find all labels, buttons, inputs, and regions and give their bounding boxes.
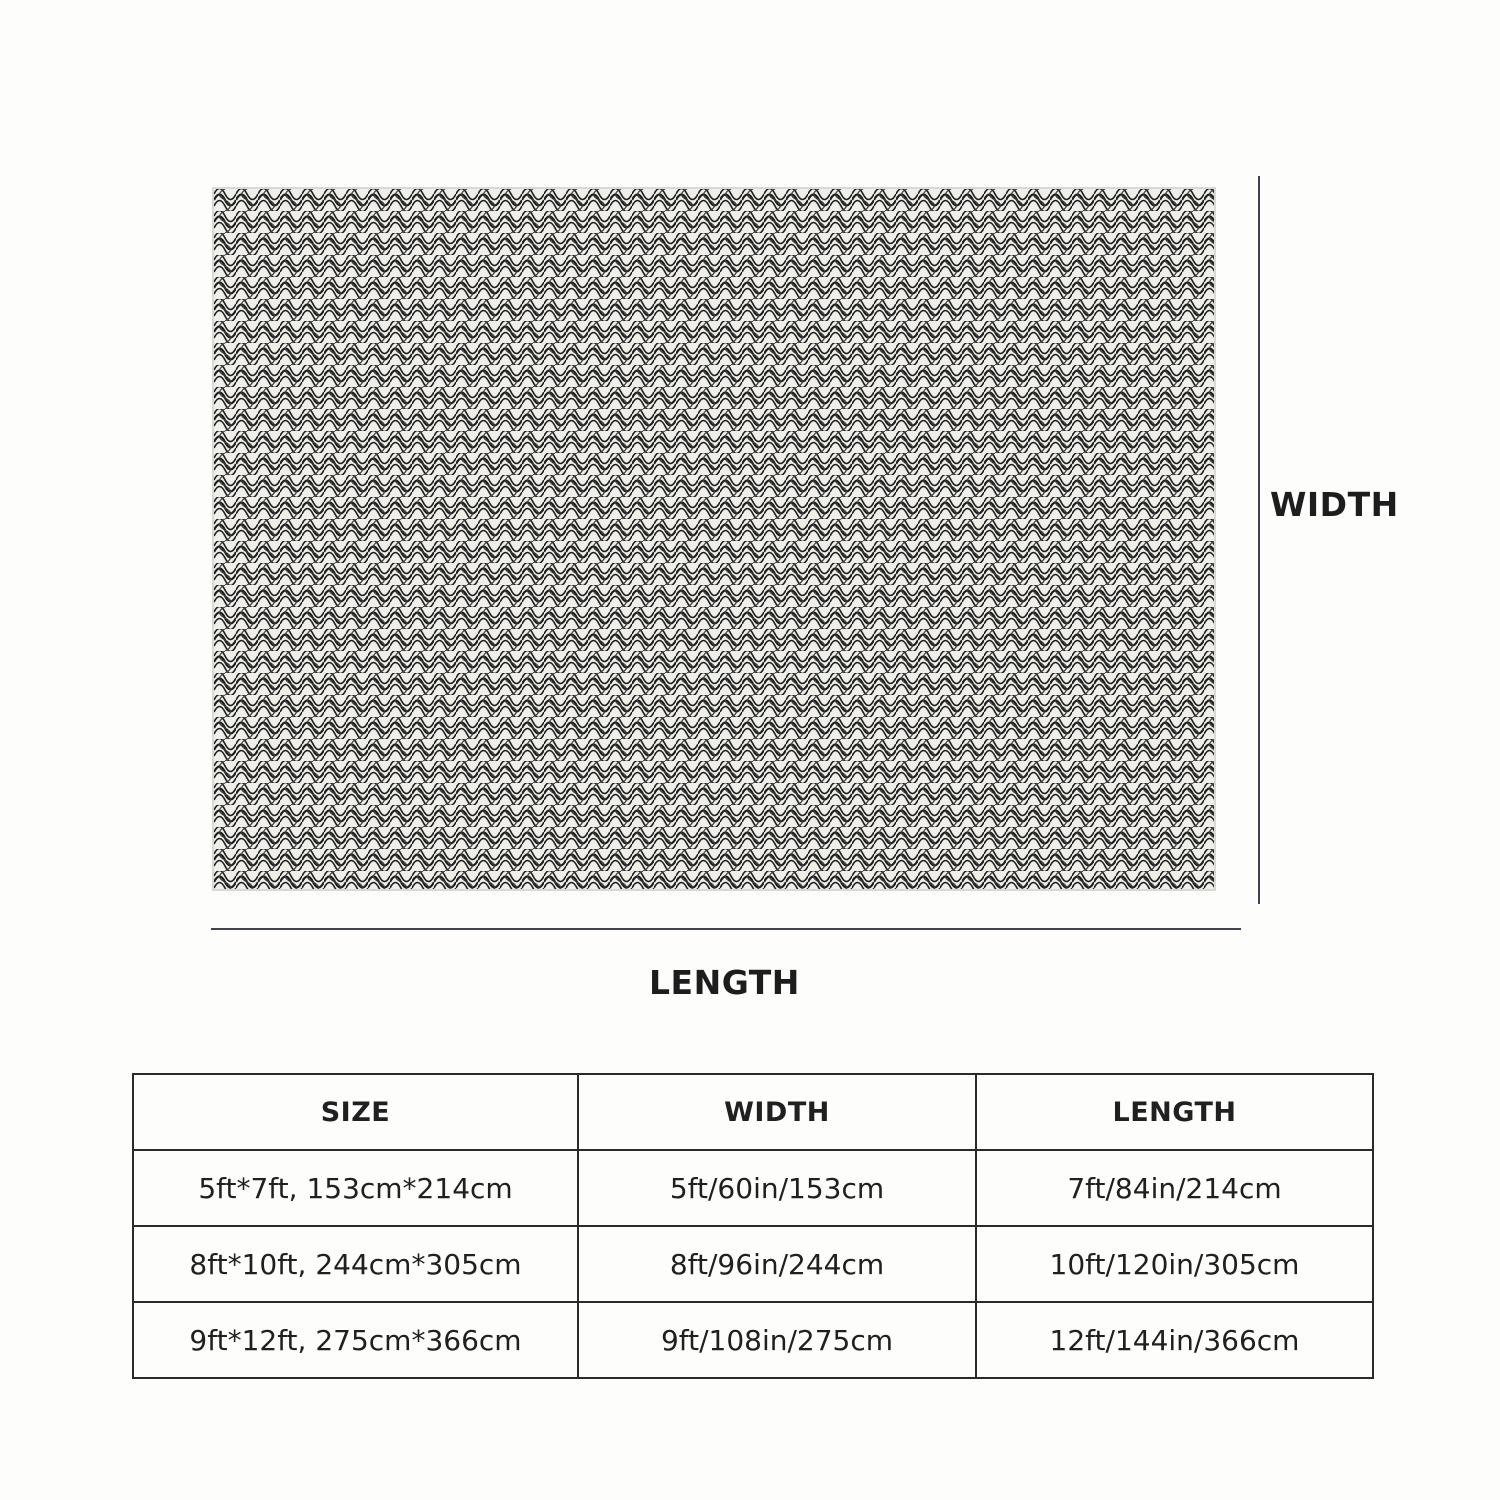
cell-width: 5ft/60in/153cm bbox=[578, 1150, 976, 1226]
cell-width: 8ft/96in/244cm bbox=[578, 1226, 976, 1302]
cell-size: 5ft*7ft, 153cm*214cm bbox=[133, 1150, 578, 1226]
header-width: WIDTH bbox=[578, 1074, 976, 1150]
table-row bbox=[133, 1150, 1373, 1226]
length-dimension-line bbox=[211, 928, 1241, 930]
rug-pattern-image bbox=[212, 187, 1216, 891]
width-dimension-line bbox=[1258, 176, 1260, 904]
header-size: SIZE bbox=[133, 1074, 578, 1150]
cell-size: 8ft*10ft, 244cm*305cm bbox=[133, 1226, 578, 1302]
width-label: WIDTH bbox=[1270, 485, 1399, 524]
size-table bbox=[132, 1073, 1374, 1379]
header-length: LENGTH bbox=[976, 1074, 1373, 1150]
length-label: LENGTH bbox=[649, 963, 800, 1002]
table-row bbox=[133, 1226, 1373, 1302]
cell-length: 12ft/144in/366cm bbox=[976, 1302, 1373, 1378]
cell-size: 9ft*12ft, 275cm*366cm bbox=[133, 1302, 578, 1378]
table-row bbox=[133, 1302, 1373, 1378]
cell-width: 9ft/108in/275cm bbox=[578, 1302, 976, 1378]
table-header-row bbox=[133, 1074, 1373, 1150]
cell-length: 10ft/120in/305cm bbox=[976, 1226, 1373, 1302]
cell-length: 7ft/84in/214cm bbox=[976, 1150, 1373, 1226]
